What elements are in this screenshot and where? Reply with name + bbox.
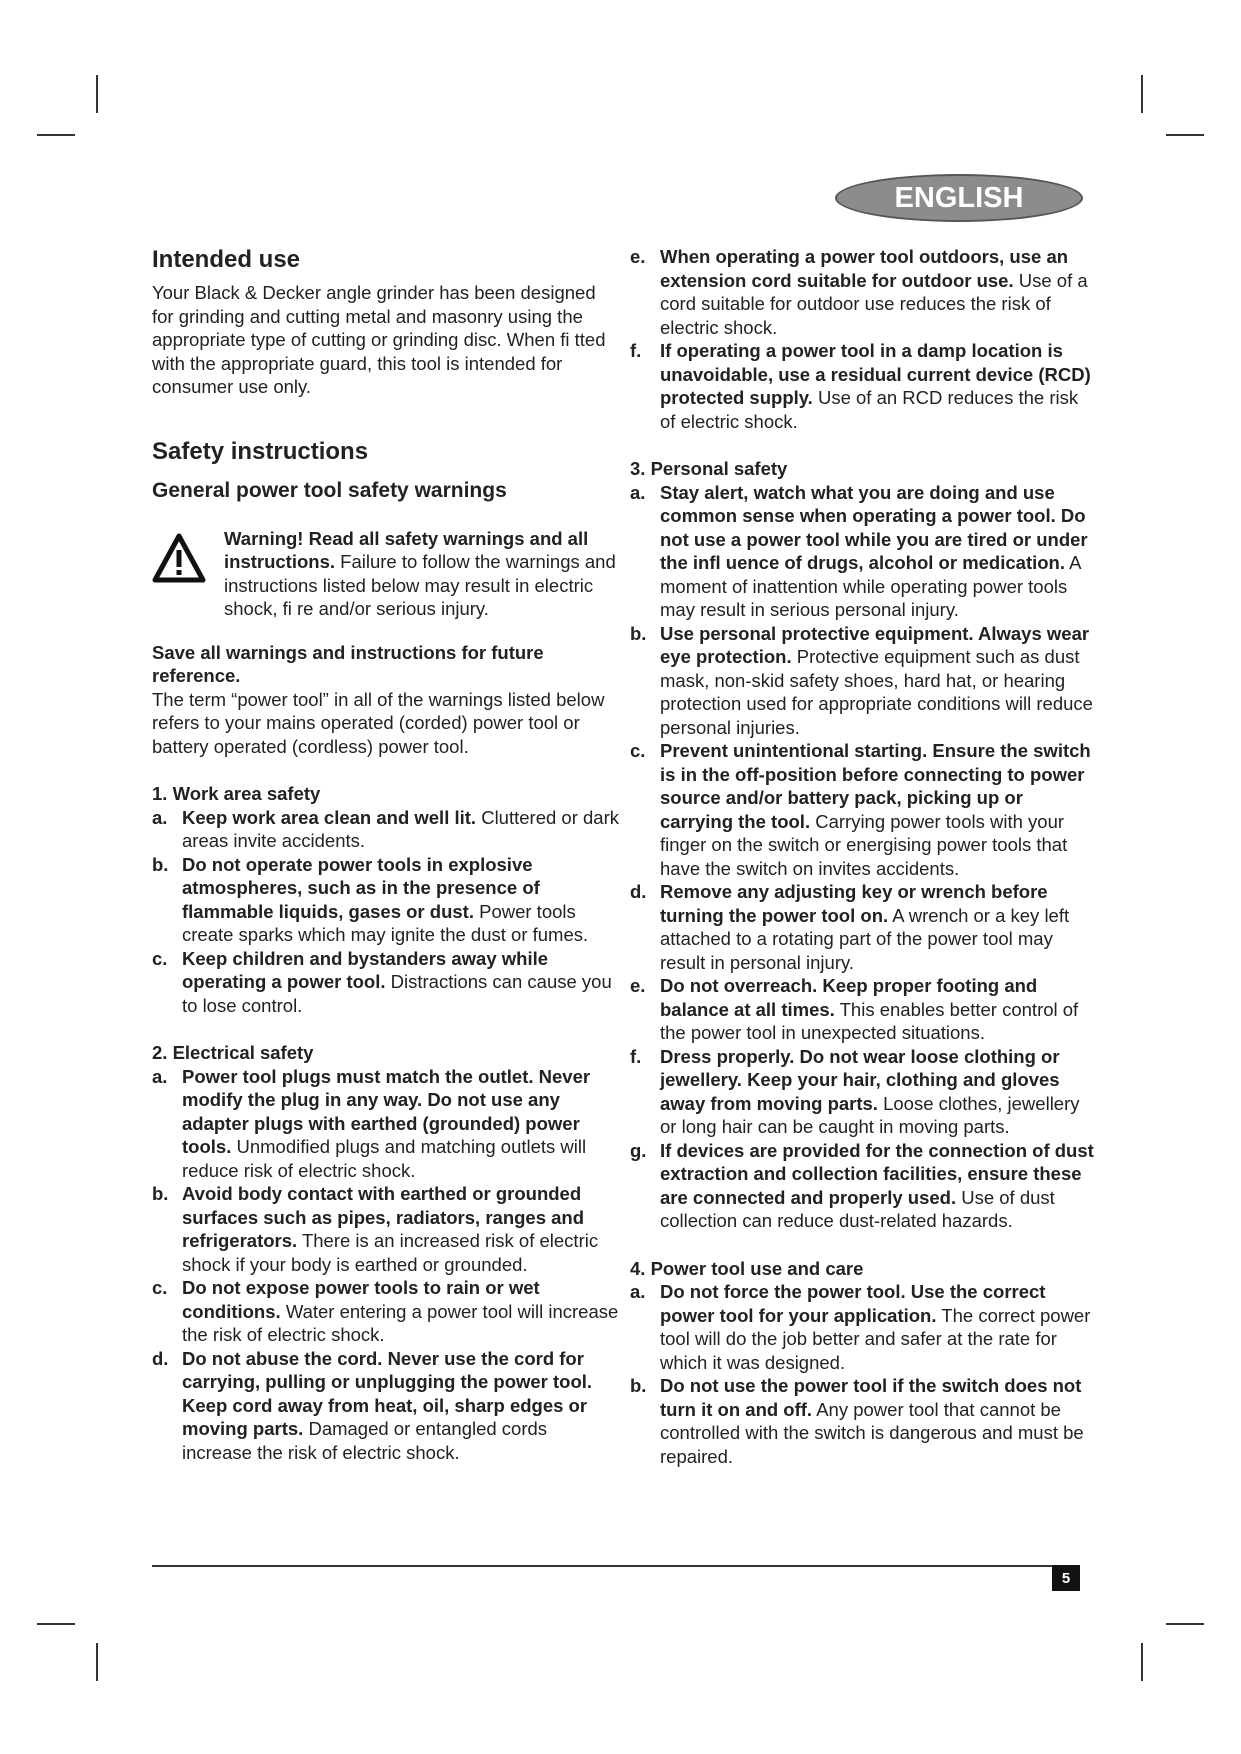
crop-mark xyxy=(37,1623,75,1625)
list-item: f. If operating a power tool in a damp location is unavoidable, use a residual current device (RCD) protected supply. Use of an RCD reduces the risk of electric shock. xyxy=(630,340,1091,432)
footer-divider xyxy=(152,1565,1080,1567)
list-item: a. Keep work area clean and well lit. Cluttered or dark areas invite accidents. xyxy=(152,806,619,851)
list-item: b. Do not use the power tool if the switch does not turn it on and off. Any power tool that cannot be controlled with the switch is dangerous and must be repaired. xyxy=(630,1375,1084,1467)
warning-block xyxy=(152,527,622,621)
save-instructions: Save all warnings and instructions for future reference. xyxy=(152,641,544,686)
list-item: a. Do not force the power tool. Use the correct power tool for your application. The correct power tool will do the job better and safer at the rate for which it was designed. xyxy=(630,1281,1091,1373)
intended-use-text: Your Black & Decker angle grinder has been designed for grinding and cutting metal and masonry using the appropriate type of cutting or grinding disc. When fi tted with the appropriate guard, this tool is intended for consumer use only. xyxy=(152,282,606,397)
list-item: e. When operating a power tool outdoors, use an extension cord suitable for outdoor use. Use of a cord suitable for outdoor use reduces the risk of electric shock. xyxy=(630,246,1088,338)
crop-mark xyxy=(96,1643,98,1681)
list-item: g. If devices are provided for the connection of dust extraction and collection facilities, ensure these are connected and properly used. Use of dust collection can reduce dust-related hazards. xyxy=(630,1139,1094,1231)
tool-use-heading: 4. Power tool use and care xyxy=(630,1257,864,1279)
warning-body: Failure to follow the warnings and instructions listed below may result in electric shock, fi re and/or serious injury. xyxy=(224,551,616,619)
intended-use-title: Intended use xyxy=(152,246,301,273)
electrical-heading: 2. Electrical safety xyxy=(152,1042,314,1063)
list-item: d. Remove any adjusting key or wrench before turning the power tool on. A wrench or a key left attached to a rotating part of the power tool may result in personal injury. xyxy=(630,881,1070,973)
safety-title: Safety instructions xyxy=(152,437,369,465)
list-item: c. Keep children and bystanders away while operating a power tool. Distractions can cause you to lose control. xyxy=(152,947,612,1016)
power-tool-term: The term “power tool” in all of the warnings listed below refers to your mains operated (corded) power tool or battery operated (cordless) power tool. xyxy=(152,688,605,757)
safety-subtitle: General power tool safety warnings xyxy=(152,478,507,502)
list-item: b. Avoid body contact with earthed or grounded surfaces such as pipes, radiators, ranges and refrigerators. There is an increased risk of electric shock if your body is earthed or grounded. xyxy=(152,1183,599,1275)
crop-mark xyxy=(1166,134,1204,136)
warning-triangle-icon xyxy=(152,527,224,621)
list-item: d. Do not abuse the cord. Never use the cord for carrying, pulling or unplugging the power tool. Keep cord away from heat, oil, sharp edges or moving parts. Damaged or entangled cords increase the risk of electric shock. xyxy=(152,1347,593,1463)
list-item: c. Prevent unintentional starting. Ensure the switch is in the off-position before connecting to power source and/or battery pack, picking up or carrying the tool. Carrying power tools with your finger on the switch or energising power tools that have the switch on invites accidents. xyxy=(630,740,1091,879)
language-badge: ENGLISH xyxy=(835,174,1083,222)
crop-mark xyxy=(1141,1643,1143,1681)
crop-mark xyxy=(1141,75,1143,113)
warning-bold: Warning! Read all safety warnings and all instructions. xyxy=(224,527,589,572)
work-area-heading: 1. Work area safety xyxy=(152,783,321,804)
page-number: 5 xyxy=(1052,1565,1080,1591)
list-item: b. Do not operate power tools in explosive atmospheres, such as in the presence of flammable liquids, gases or dust. Power tools create sparks which may ignite the dust or fumes. xyxy=(152,853,589,945)
crop-mark xyxy=(37,134,75,136)
list-item: e. Do not overreach. Keep proper footing and balance at all times. This enables better control of the power tool in unexpected situations. xyxy=(630,975,1079,1043)
crop-mark xyxy=(96,75,98,113)
right-column xyxy=(630,245,1095,1468)
list-item: a. Power tool plugs must match the outlet. Never modify the plug in any way. Do not use any adapter plugs with earthed (grounded) power tools. Unmodified plugs and matching outlets will reduce risk of electric shock. xyxy=(152,1065,591,1181)
left-column xyxy=(152,245,622,1464)
warning-text xyxy=(224,527,622,621)
list-item: c. Do not expose power tools to rain or wet conditions. Water entering a power tool will increase the risk of electric shock. xyxy=(152,1277,619,1345)
list-item: b. Use personal protective equipment. Always wear eye protection. Protective equipment such as dust mask, non-skid safety shoes, hard hat, or hearing protection used for appropriate conditions will reduce personal injuries. xyxy=(630,622,1093,738)
list-item: a. Stay alert, watch what you are doing and use common sense when operating a power tool. Do not use a power tool while you are tired or under the infl uence of drugs, alcohol or medication. A moment of inattention while operating power tools may result in serious personal injury. xyxy=(630,481,1088,620)
crop-mark xyxy=(1166,1623,1204,1625)
list-item: f. Dress properly. Do not wear loose clothing or jewellery. Keep your hair, clothing and gloves away from moving parts. Loose clothes, jewellery or long hair can be caught in moving parts. xyxy=(630,1045,1080,1137)
personal-heading: 3. Personal safety xyxy=(630,458,788,479)
